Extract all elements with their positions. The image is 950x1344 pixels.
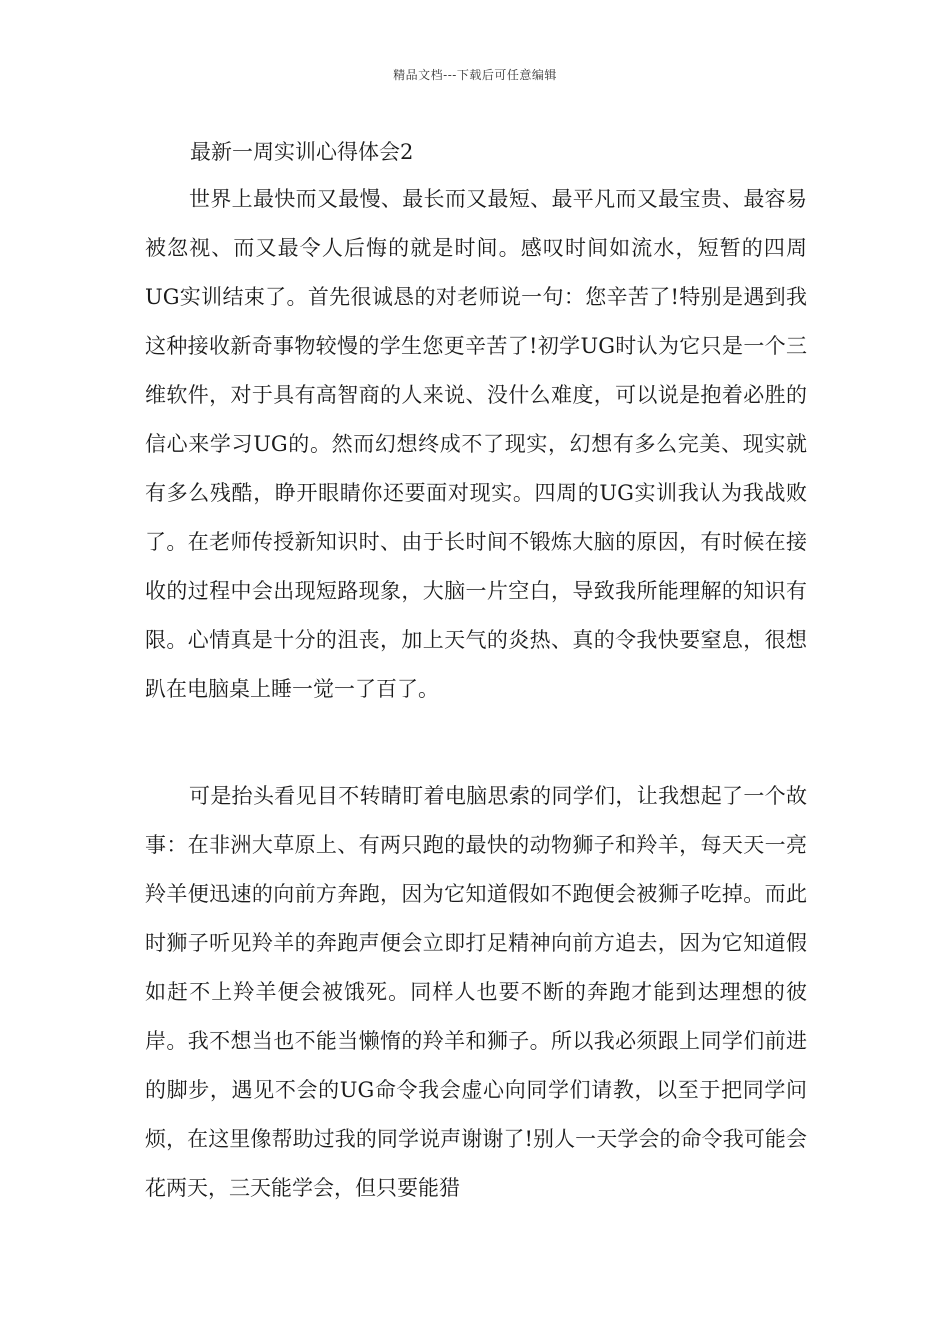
document-title: 最新一周实训心得体会2 bbox=[190, 140, 414, 164]
paragraph-1: 世界上最快而又最慢、最长而又最短、最平凡而又最宝贵、最容易被忽视、而又最令人后悔的就是时间。感叹时间如流水，短暂的四周UG实训结束了。首先很诚恳的对老师说一句：您辛苦了!特别是遇到我这种接收新奇事物较慢的学生您更辛苦了!初学UG时认为它只是一个三维软件，对于具有高智商的人来说、没什么难度，可以说是抱着必胜的信心来学习UG的。然而幻想终成不了现实，幻想有多么完美、现实就有多么残酷，睁开眼睛你还要面对现实。四周的UG实训我认为我战败了。在老师传授新知识时、由于长时间不锻炼大脑的原因，有时候在接收的过程中会出现短路现象，大脑一片空白，导致我所能理解的知识有限。心情真是十分的沮丧，加上天气的炎热、真的令我快要窒息，很想趴在电脑桌上睡一觉一了百了。 bbox=[145, 187, 807, 701]
page-header: 精品文档---下载后可任意编辑 bbox=[393, 68, 557, 82]
paragraph-2: 可是抬头看见目不转睛盯着电脑思索的同学们，让我想起了一个故事：在非洲大草原上、有两只跑的最快的动物狮子和羚羊，每天天一亮羚羊便迅速的向前方奔跑，因为它知道假如不跑便会被狮子吃掉。而此时狮子听见羚羊的奔跑声便会立即打足精神向前方追去，因为它知道假如赶不上羚羊便会被饿死。同样人也要不断的奔跑才能到达理想的彼岸。我不想当也不能当懒惰的羚羊和狮子。所以我必须跟上同学们前进的脚步，遇见不会的UG命令我会虚心向同学们请教，以至于把同学问烦，在这里像帮助过我的同学说声谢谢了!别人一天学会的命令我可能会花两天，三天能学会，但只要能猎 bbox=[145, 784, 807, 1200]
